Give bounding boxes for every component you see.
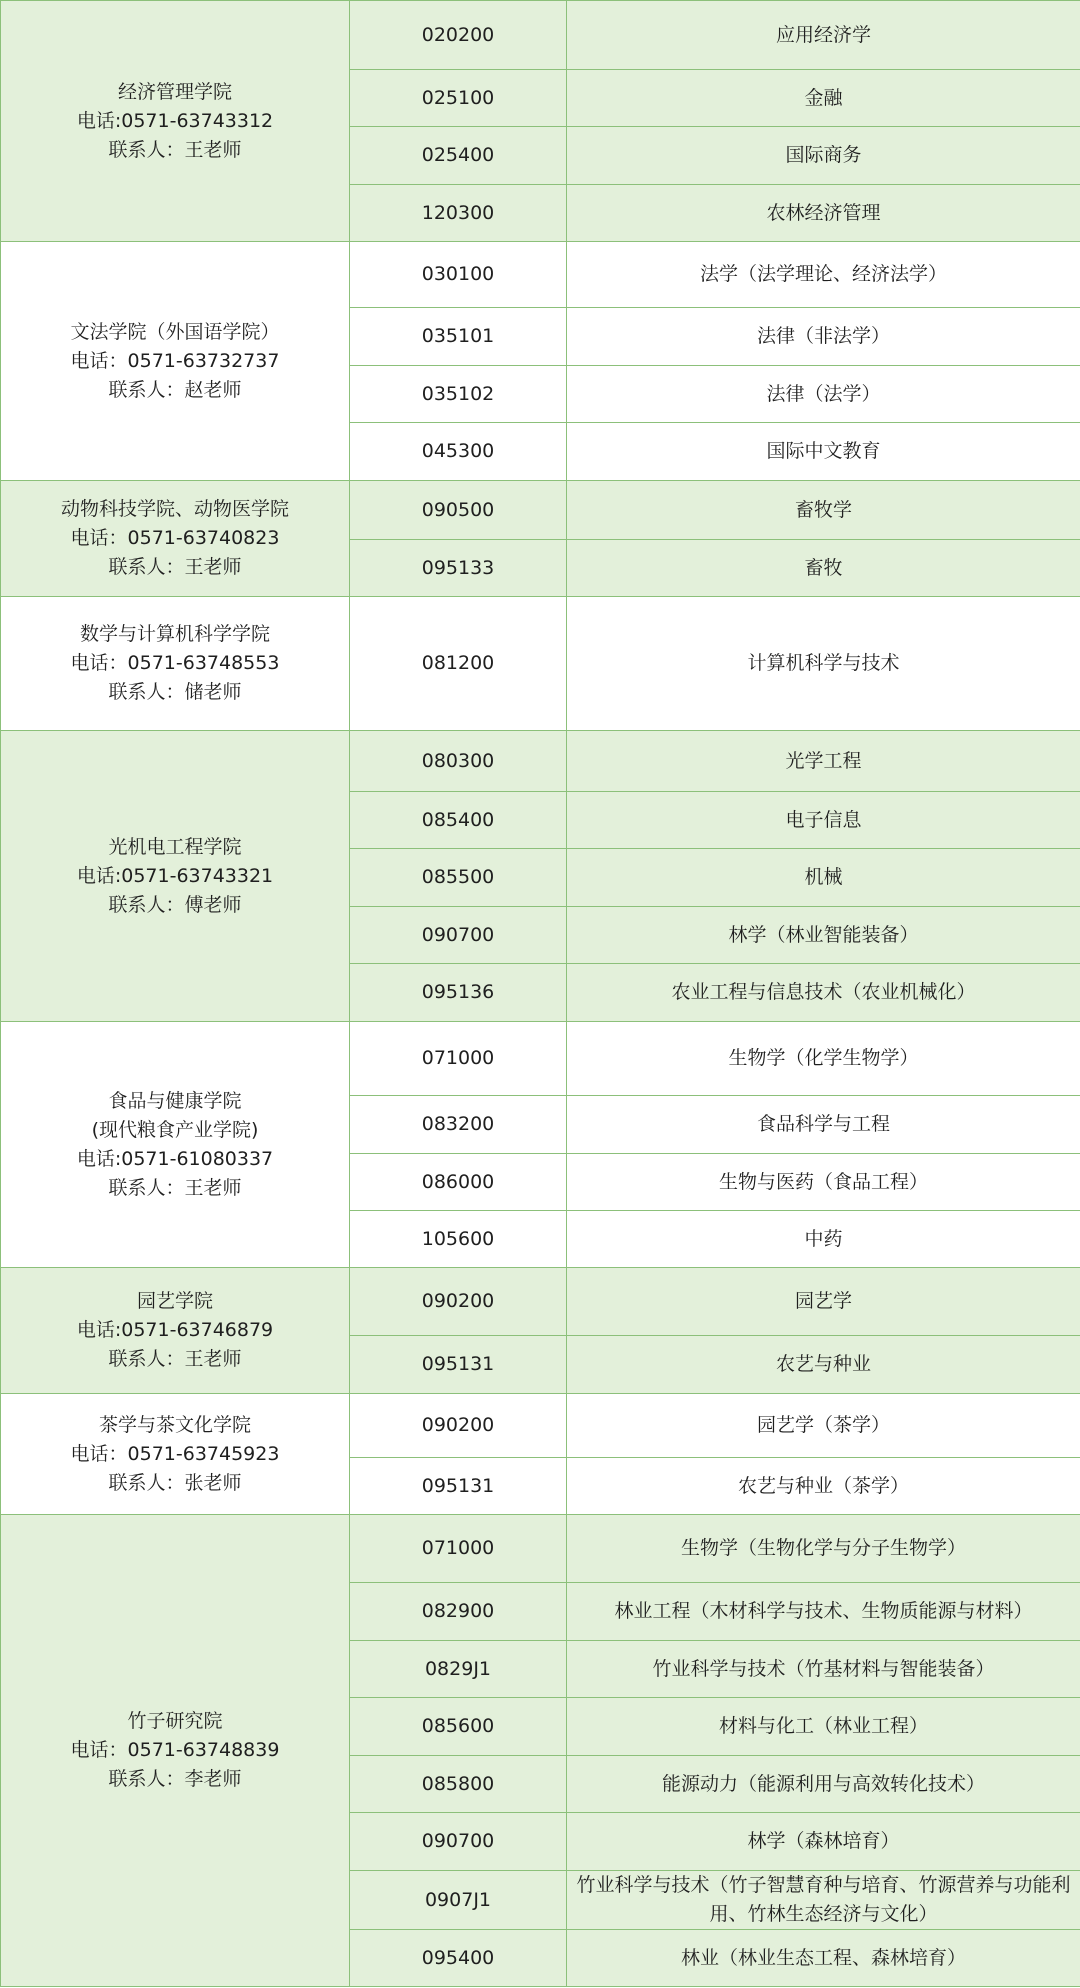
major-code-cell: 085400 (350, 792, 567, 849)
college-info-line: 电话：0571-63732737 (70, 349, 280, 372)
major-code-cell: 081200 (350, 597, 567, 731)
major-code-cell: 095131 (350, 1458, 567, 1515)
major-name-cell: 生物与医药（食品工程） (567, 1154, 1080, 1211)
college-info-line: 联系人：张老师 (108, 1471, 242, 1494)
college-name: 竹子研究院 (127, 1710, 223, 1732)
college-cell (1, 597, 350, 731)
major-name-cell: 园艺学（茶学） (567, 1394, 1080, 1458)
major-code-cell: 030100 (350, 242, 567, 308)
major-code-cell: 090200 (350, 1268, 567, 1336)
table-row (1, 1394, 1080, 1458)
college-cell (1, 1394, 350, 1515)
major-name-cell: 农艺与种业（茶学） (567, 1458, 1080, 1515)
table-row (1, 731, 1080, 792)
major-name-cell: 竹业科学与技术（竹子智慧育种与培育、竹源营养与功能利用、竹林生态经济与文化） (567, 1871, 1080, 1930)
major-code-cell: 090700 (350, 907, 567, 964)
college-info-line: 电话：0571-63740823 (70, 527, 280, 549)
college-info-line: 联系人：王老师 (108, 1348, 242, 1370)
major-code-cell: 071000 (350, 1515, 567, 1583)
college-name: 文法学院（外国语学院） (70, 320, 280, 343)
major-name-cell: 畜牧学 (567, 481, 1080, 540)
college-info-line: 电话：0571-63748839 (70, 1739, 280, 1761)
major-name-cell: 材料与化工（林业工程） (567, 1698, 1080, 1756)
college-info-line: 电话:0571-63743312 (76, 109, 274, 132)
major-name-cell: 林学（森林培育） (567, 1813, 1080, 1871)
major-code-cell: 0907J1 (350, 1871, 567, 1930)
college-info-line: 联系人：王老师 (108, 138, 242, 161)
major-code-cell: 095136 (350, 964, 567, 1022)
college-cell (1, 1, 350, 242)
major-name-cell: 能源动力（能源利用与高效转化技术） (567, 1756, 1080, 1813)
major-name-cell: 金融 (567, 70, 1080, 127)
college-cell (1, 1515, 350, 1987)
major-code-cell: 120300 (350, 185, 567, 242)
major-name-cell: 农林经济管理 (567, 185, 1080, 242)
major-code-cell: 045300 (350, 423, 567, 481)
majors-table-body (1, 1, 1080, 1987)
college-info-line: 联系人：储老师 (108, 681, 242, 703)
major-name-cell: 电子信息 (567, 792, 1080, 849)
college-name: 茶学与茶文化学院 (98, 1413, 251, 1436)
college-info-line: 联系人：赵老师 (108, 378, 242, 401)
table-row (1, 1268, 1080, 1336)
table-row (1, 1022, 1080, 1096)
major-code-cell: 086000 (350, 1154, 567, 1211)
table-row (1, 481, 1080, 540)
major-name-cell: 园艺学 (567, 1268, 1080, 1336)
major-code-cell: 085600 (350, 1698, 567, 1756)
major-name-cell: 农业工程与信息技术（农业机械化） (567, 964, 1080, 1022)
college-info-line: 电话:0571-61080337 (76, 1147, 274, 1170)
major-name-cell: 林业（林业生态工程、森林培育） (567, 1930, 1080, 1987)
college-info-line: (现代粮食产业学院) (91, 1118, 259, 1141)
major-name-cell: 林业工程（木材科学与技术、生物质能源与材料） (567, 1583, 1080, 1641)
major-code-cell: 095131 (350, 1336, 567, 1394)
college-name: 经济管理学院 (117, 80, 232, 103)
table-row (1, 242, 1080, 308)
major-code-cell: 083200 (350, 1096, 567, 1154)
college-cell (1, 242, 350, 481)
major-name-cell: 中药 (567, 1211, 1080, 1268)
table-row (1, 1515, 1080, 1583)
major-name-cell: 法学（法学理论、经济法学） (567, 242, 1080, 308)
major-name-cell: 光学工程 (567, 731, 1080, 792)
major-name-cell: 竹业科学与技术（竹基材料与智能装备） (567, 1641, 1080, 1698)
college-info-line: 电话:0571-63746879 (76, 1319, 274, 1341)
college-cell (1, 1268, 350, 1394)
major-name-cell: 机械 (567, 849, 1080, 907)
major-name-cell: 法律（法学） (567, 366, 1080, 423)
major-name-cell: 林学（林业智能装备） (567, 907, 1080, 964)
major-code-cell: 105600 (350, 1211, 567, 1268)
major-name-cell: 计算机科学与技术 (567, 597, 1080, 731)
major-name-cell: 食品科学与工程 (567, 1096, 1080, 1154)
college-name: 数学与计算机科学学院 (79, 623, 270, 645)
college-name: 食品与健康学院 (108, 1089, 242, 1112)
major-name-cell: 法律（非法学） (567, 308, 1080, 366)
major-code-cell: 020200 (350, 1, 567, 70)
major-code-cell: 025100 (350, 70, 567, 127)
major-code-cell: 071000 (350, 1022, 567, 1096)
major-code-cell: 082900 (350, 1583, 567, 1641)
college-name: 园艺学院 (136, 1290, 213, 1312)
major-code-cell: 035101 (350, 308, 567, 366)
major-code-cell: 0829J1 (350, 1641, 567, 1698)
major-code-cell: 080300 (350, 731, 567, 792)
college-name: 光机电工程学院 (108, 835, 242, 858)
major-code-cell: 085500 (350, 849, 567, 907)
college-info-line: 联系人：王老师 (108, 1176, 242, 1199)
college-info-line: 联系人：王老师 (108, 556, 242, 578)
major-code-cell: 025400 (350, 127, 567, 185)
college-info-line: 电话：0571-63745923 (70, 1442, 280, 1465)
table-row (1, 597, 1080, 731)
college-cell (1, 1022, 350, 1268)
major-code-cell: 090700 (350, 1813, 567, 1871)
college-name: 动物科技学院、动物医学院 (60, 498, 289, 520)
major-name-cell: 应用经济学 (567, 1, 1080, 70)
major-name-cell: 农艺与种业 (567, 1336, 1080, 1394)
college-cell (1, 481, 350, 597)
major-code-cell: 095400 (350, 1930, 567, 1987)
major-name-cell: 畜牧 (567, 540, 1080, 597)
major-name-cell: 生物学（化学生物学） (567, 1022, 1080, 1096)
college-info-line: 电话：0571-63748553 (70, 652, 280, 674)
major-code-cell: 085800 (350, 1756, 567, 1813)
major-name-cell: 生物学（生物化学与分子生物学） (567, 1515, 1080, 1583)
major-name-cell: 国际中文教育 (567, 423, 1080, 481)
college-info-line: 联系人：李老师 (108, 1768, 242, 1790)
major-code-cell: 090500 (350, 481, 567, 540)
major-code-cell: 035102 (350, 366, 567, 423)
college-cell (1, 731, 350, 1022)
table-row (1, 1, 1080, 70)
major-code-cell: 090200 (350, 1394, 567, 1458)
college-info-line: 电话:0571-63743321 (76, 864, 274, 887)
major-code-cell: 095133 (350, 540, 567, 597)
major-name-cell: 国际商务 (567, 127, 1080, 185)
college-info-line: 联系人：傅老师 (108, 893, 242, 916)
